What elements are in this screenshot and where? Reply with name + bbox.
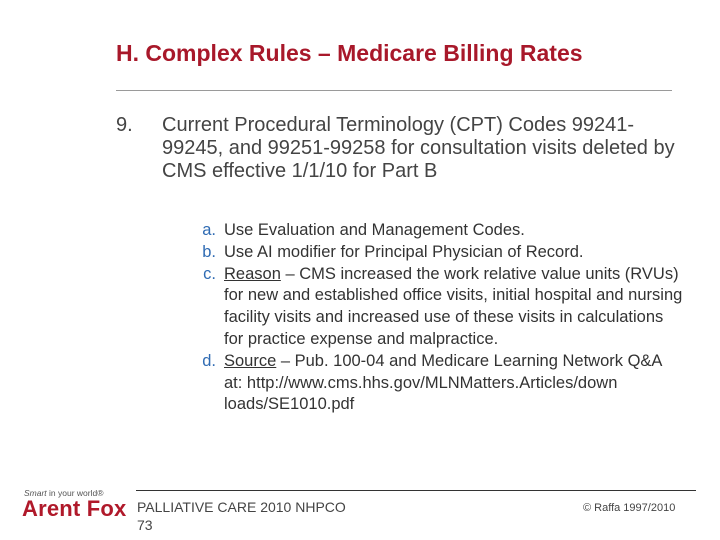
- footer-event-name: PALLIATIVE CARE 2010 NHPCO: [137, 499, 346, 515]
- sub-item-d: [184, 351, 684, 416]
- sub-item-text: Use Evaluation and Management Codes.: [224, 221, 525, 239]
- slide-title: H. Complex Rules – Medicare Billing Rates: [116, 40, 583, 66]
- footer-copyright: © Raffa 1997/2010: [583, 502, 676, 514]
- logo-name: Arent Fox: [22, 496, 127, 521]
- sub-item-lead: Source: [224, 351, 277, 370]
- sub-item-label: a.: [202, 221, 216, 239]
- sub-item-text: – Pub. 100-04 and Medicare Learning Network Q&A at: http://www.cms.hhs.gov/MLNMatters.Articles/down loads/SE1010.pdf: [224, 351, 662, 414]
- logo-tagline: Smart in your world®: [24, 488, 104, 498]
- sub-item-label: d.: [202, 351, 216, 370]
- footer-event: [137, 498, 346, 534]
- sub-item-text: Use AI modifier for Principal Physician of Record.: [224, 242, 584, 261]
- sub-item-label: b.: [202, 242, 216, 261]
- sub-item-c: [184, 264, 684, 351]
- sub-item-b: [184, 242, 684, 264]
- sub-item-lead: Reason: [224, 264, 281, 283]
- arent-fox-logo: [20, 488, 130, 526]
- footer-divider: [136, 490, 696, 491]
- item-text: Current Procedural Terminology (CPT) Codes 99241-99245, and 99251-99258 for consultation visits deleted by CMS effective 1/1/10 for Part B: [162, 114, 675, 182]
- sub-item-a: [184, 220, 684, 242]
- sub-item-text: – CMS increased the work relative value units (RVUs) for new and established office visits, initial hospital and nursing facility visits and increased use of these visits in calculations for practice expense and malpractice.: [224, 264, 683, 348]
- item-number: 9.: [116, 114, 133, 136]
- title-divider: [116, 90, 672, 91]
- sub-list: [184, 220, 684, 416]
- page-number: 73: [137, 517, 153, 533]
- sub-item-label: c.: [203, 264, 216, 283]
